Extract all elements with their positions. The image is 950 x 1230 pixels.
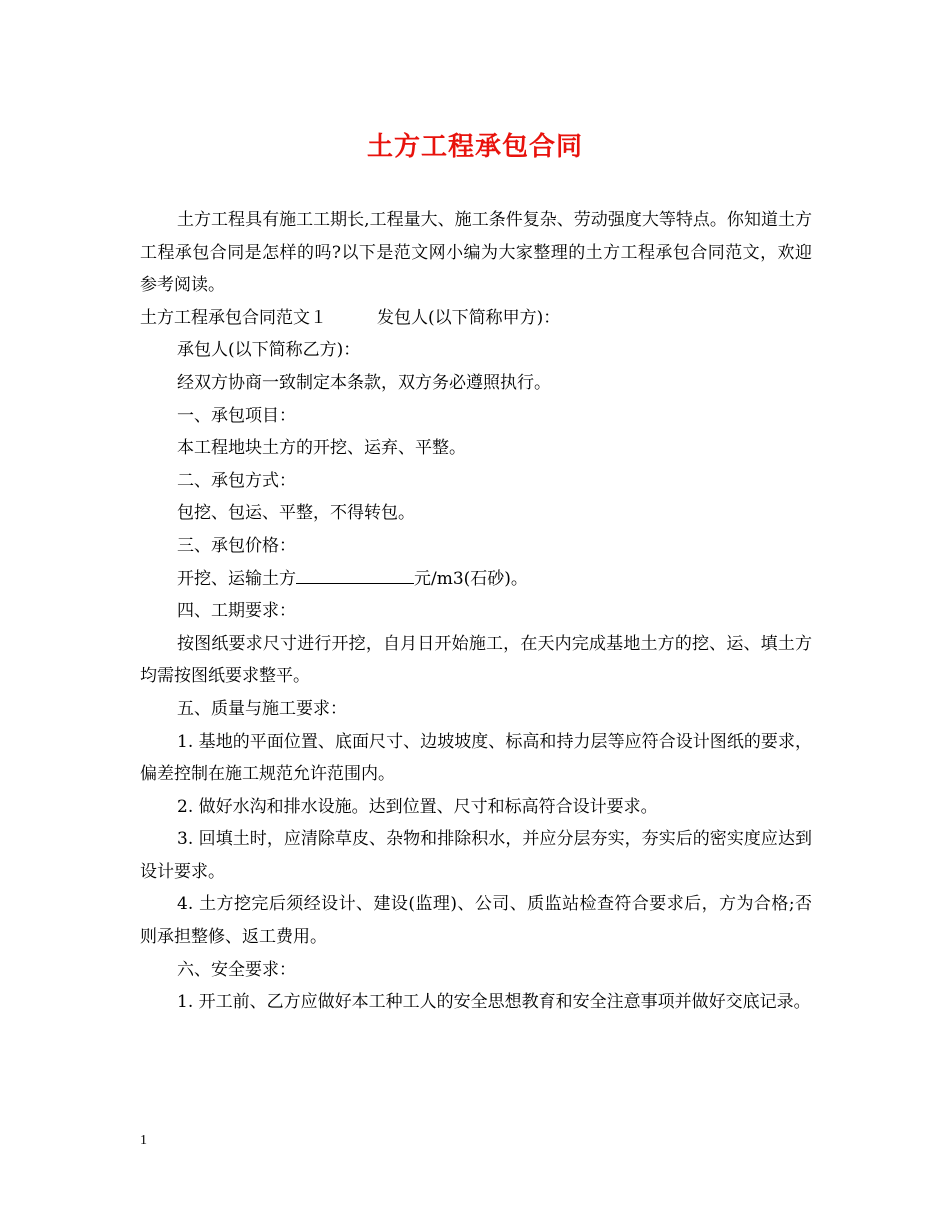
section-2-title: 二、承包方式： <box>177 470 296 491</box>
document-body <box>140 204 812 1019</box>
document-title: 土方工程承包合同 <box>366 132 583 162</box>
price-blank-line <box>296 582 414 584</box>
sample-heading: 土方工程承包合同范文１ <box>140 307 327 328</box>
party-b-label: 承包人(以下简称乙方)： <box>177 340 361 361</box>
section-3-text <box>140 563 812 596</box>
section-4-text: 按图纸要求尺寸进行开挖，自月日开始施工，在天内完成基地土方的挖、运、填土方均需按图纸要求整平。 <box>140 633 812 687</box>
section-3-title: 三、承包价格： <box>177 535 296 556</box>
price-prefix: 开挖、运输土方 <box>177 568 296 589</box>
sample-heading-line <box>140 302 812 335</box>
section-1-title: 一、承包项目： <box>177 405 296 426</box>
section-6-title: 六、安全要求： <box>177 959 296 980</box>
intro-paragraph: 土方工程具有施工工期长,工程量大、施工条件复杂、劳动强度大等特点。你知道土方工程承包合同是怎样的吗?以下是范文网小编为大家整理的土方工程承包合同范文，欢迎参考阅读。 <box>140 210 812 296</box>
price-suffix: 元/m3(石砂)。 <box>414 568 528 589</box>
section-6-item-1: 1. 开工前、乙方应做好本工种工人的安全思想教育和安全注意事项并做好交底记录。 <box>177 992 811 1013</box>
party-a-label: 发包人(以下简称甲方)： <box>377 307 561 328</box>
section-5-item-3: 3. 回填土时，应清除草皮、杂物和排除积水，并应分层夯实，夯实后的密实度应达到设计要求。 <box>140 829 812 882</box>
section-2-text: 包挖、包运、平整，不得转包。 <box>177 503 415 524</box>
agreement-text: 经双方协商一致制定本条款，双方务必遵照执行。 <box>177 372 551 393</box>
section-5-title: 五、质量与施工要求： <box>177 698 347 719</box>
section-5-item-2: 2. 做好水沟和排水设施。达到位置、尺寸和标高符合设计要求。 <box>177 796 658 817</box>
section-5-item-1: 1. 基地的平面位置、底面尺寸、边坡坡度、标高和持力层等应符合设计图纸的要求，偏差控制在施工规范允许范围内。 <box>140 731 812 785</box>
section-1-text: 本工程地块土方的开挖、运弃、平整。 <box>177 438 466 459</box>
section-4-title: 四、工期要求： <box>177 601 296 622</box>
section-5-item-4: 4. 土方挖完后须经设计、建设(监理)、公司、质监站检查符合要求后，方为合格;否则承担整修、返工费用。 <box>140 894 812 948</box>
page-number: 1 <box>140 1133 147 1148</box>
